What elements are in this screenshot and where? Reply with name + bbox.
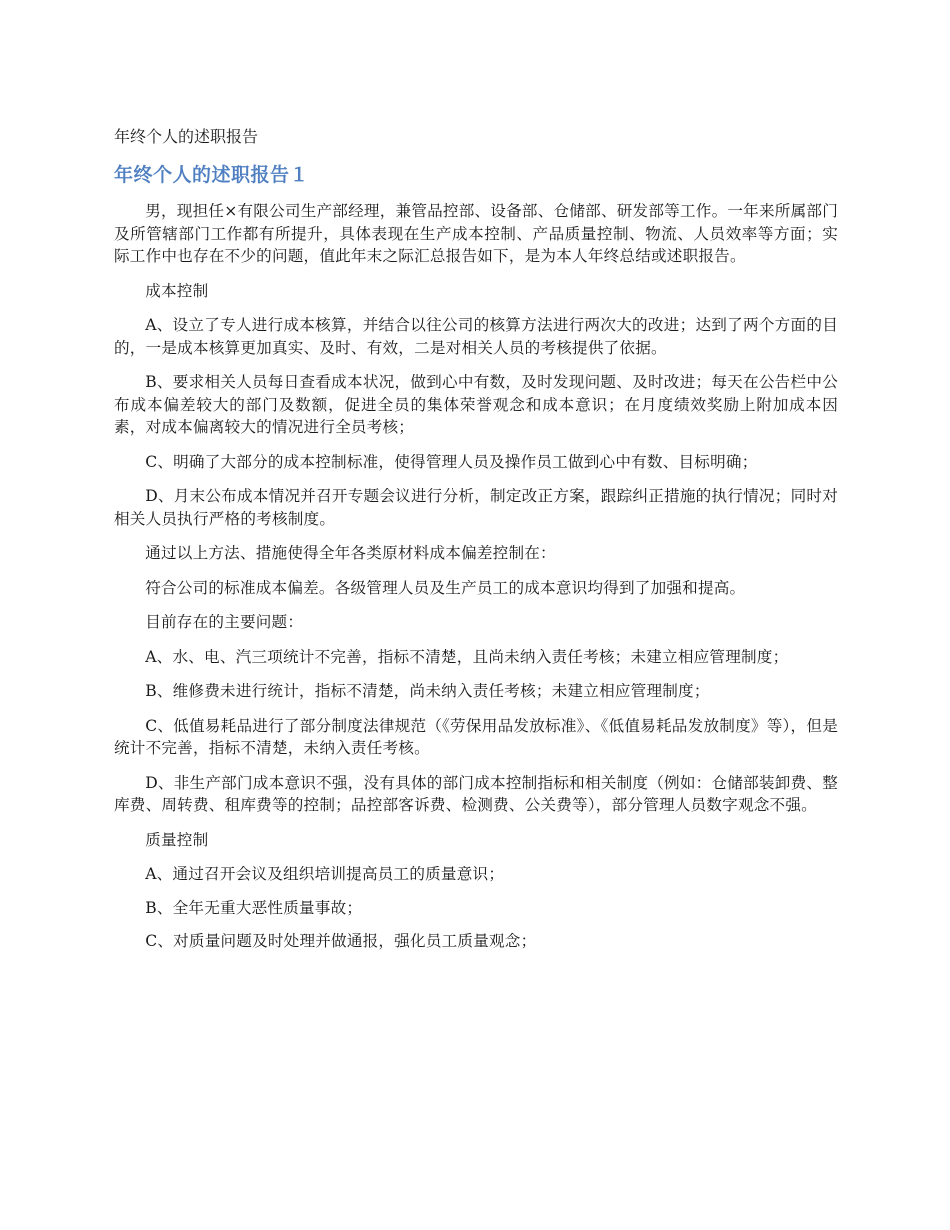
paragraph-quality-c: C、对质量问题及时处理并做通报，强化员工质量观念； — [145, 932, 537, 950]
paragraph-issue-a: A、水、电、汽三项统计不完善，指标不清楚，且尚未纳入责任考核；未建立相应管理制度； — [145, 647, 789, 666]
paragraph-standard-deviation: 符合公司的标准成本偏差。各级管理人员及生产员工的成本意识均得到了加强和提高。 — [145, 578, 746, 597]
paragraph-issue-c: C、低值易耗品进行了部分制度法律规范（《劳保用品发放标准》、《低值易耗品发放制度》等），但是统计不完善，指标不清楚，未纳入责任考核。 — [114, 716, 838, 757]
paragraph-cost-d: D、月末公布成本情况并召开专题会议进行分析，制定改正方案，跟踪纠正措施的执行情况；同时对相关人员执行严格的考核制度。 — [114, 487, 838, 528]
paragraph-cost-b: B、要求相关人员每日查看成本状况，做到心中有数，及时发现问题、及时改进；每天在公告栏中公布成本偏差较大的部门及数额，促进全员的集体荣誉观念和成本意识；在月度绩效奖励上附加成本因素，对成本偏离较大的情况进行全员考核； — [114, 373, 838, 436]
paragraph-cost-c: C、明确了大部分的成本控制标准，使得管理人员及操作员工做到心中有数、目标明确； — [145, 452, 758, 471]
paragraph-intro: 男，现担任×有限公司生产部经理，兼管品控部、设备部、仓储部、研发部等工作。一年来所属部门及所管辖部门工作都有所提升，具体表现在生产成本控制、产品质量控制、物流、人员效率等方面；实际工作中也存在不少的问题，值此年末之际汇总报告如下，是为本人年终总结或述职报告。 — [114, 202, 838, 265]
paragraph-quality-heading: 质量控制 — [145, 830, 209, 849]
paragraph-issue-b: B、维修费未进行统计，指标不清楚，尚未纳入责任考核；未建立相应管理制度； — [145, 682, 710, 700]
document-title: 年终个人的述职报告 — [114, 127, 259, 146]
paragraph-methods: 通过以上方法、措施使得全年各类原材料成本偏差控制在： — [145, 544, 556, 562]
paragraph-quality-a: A、通过召开会议及组织培训提高员工的质量意识； — [145, 865, 505, 883]
paragraph-cost-control-heading: 成本控制 — [145, 281, 209, 300]
paragraph-quality-b: B、全年无重大恶性质量事故； — [145, 898, 363, 917]
document-page — [114, 126, 838, 964]
paragraph-issue-d: D、非生产部门成本意识不强，没有具体的部门成本控制指标和相关制度（例如：仓储部装卸费、整库费、周转费、租库费等的控制；品控部客诉费、检测费、公关费等），部分管理人员数字观念不强。 — [114, 773, 838, 814]
paragraph-issues-heading: 目前存在的主要问题： — [145, 613, 304, 631]
paragraph-cost-a: A、设立了专人进行成本核算，并结合以往公司的核算方法进行两次大的改进；达到了两个方面的目的，一是成本核算更加真实、及时、有效，二是对相关人员的考核提供了依据。 — [114, 316, 838, 357]
section-heading: 年终个人的述职报告１ — [114, 164, 310, 186]
